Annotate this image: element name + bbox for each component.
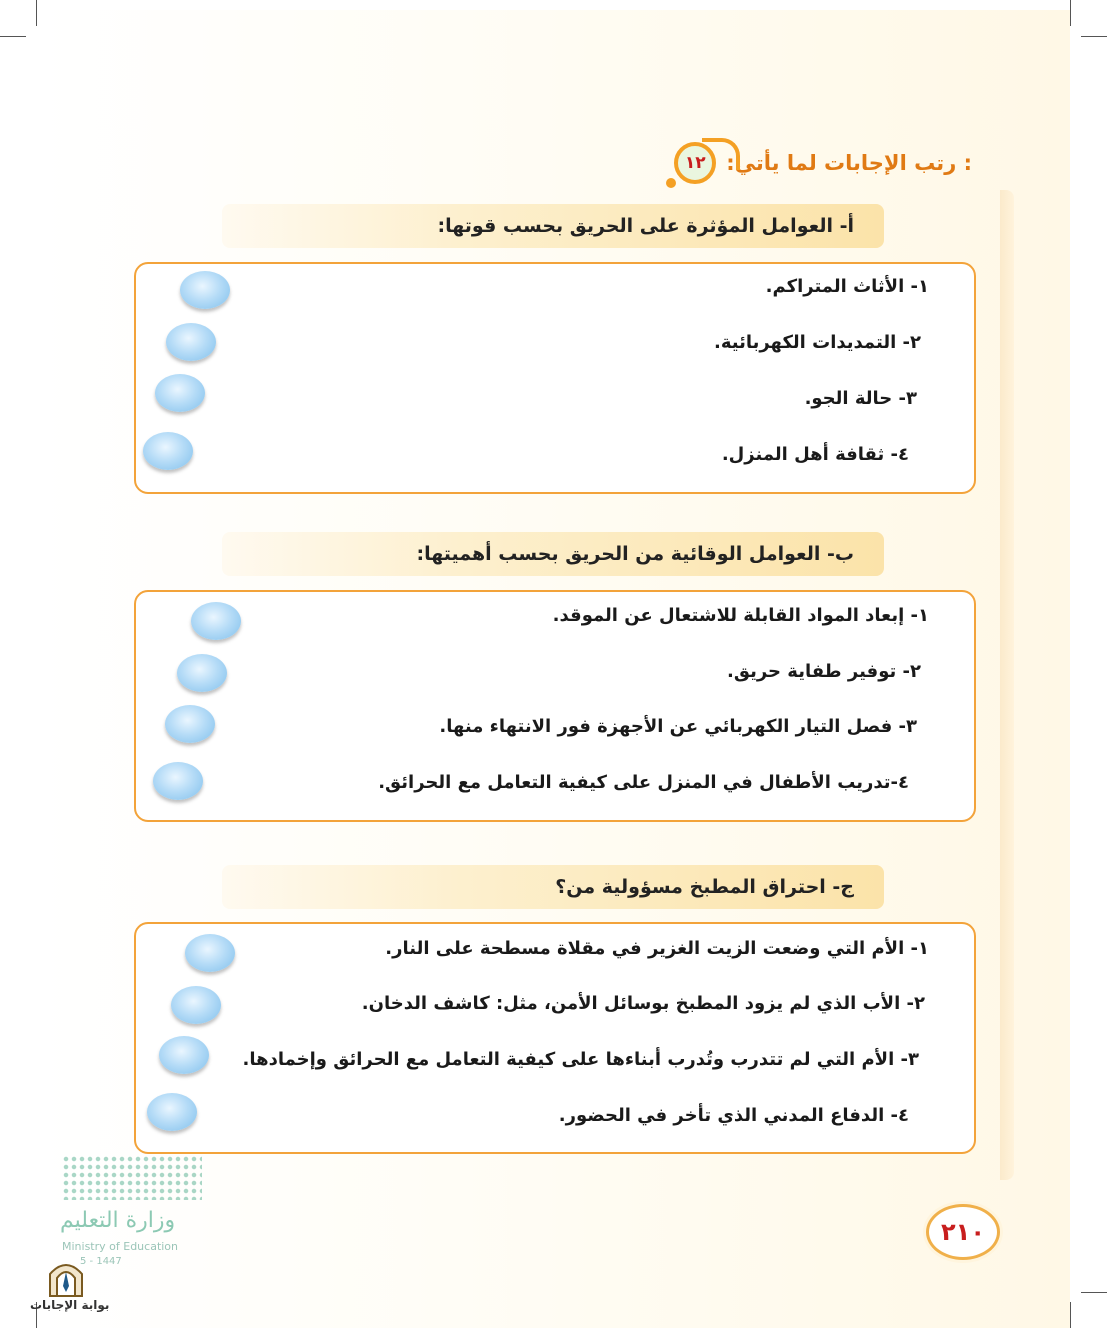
answer-oval[interactable] — [143, 432, 193, 470]
section-c-header — [222, 865, 884, 909]
answer-oval[interactable] — [166, 323, 216, 361]
section-b-item-1: ١- إبعاد المواد القابلة للاشتعال عن الموقد. — [552, 605, 929, 626]
section-b-item-4: ٤-تدريب الأطفال في المنزل على كيفية التعامل مع الحرائق. — [378, 772, 909, 793]
answer-oval[interactable] — [147, 1093, 197, 1131]
section-a-item-4: ٤- ثقافة أهل المنزل. — [721, 444, 909, 465]
question-number-badge — [674, 142, 716, 184]
ministry-year: 5 - 1447 — [80, 1256, 122, 1267]
section-c-item-4: ٤- الدفاع المدني الذي تأخر في الحضور. — [558, 1105, 909, 1126]
crop-mark — [1081, 1292, 1107, 1293]
crop-mark — [36, 0, 37, 26]
answer-oval[interactable] — [165, 705, 215, 743]
section-a-header — [222, 204, 884, 248]
gate-logo-icon — [46, 1258, 86, 1298]
answer-oval[interactable] — [171, 986, 221, 1024]
answer-oval[interactable] — [191, 602, 241, 640]
answer-oval[interactable] — [177, 654, 227, 692]
answer-oval[interactable] — [180, 271, 230, 309]
section-c-item-3: ٣- الأم التي لم تتدرب وتُدرب أبناءها على كيفية التعامل مع الحرائق وإخمادها. — [242, 1049, 919, 1070]
section-a-item-1: ١- الأثاث المتراكم. — [765, 276, 929, 297]
crop-mark — [0, 36, 26, 37]
section-b-header — [222, 532, 884, 576]
question-instruction: : رتب الإجابات لما يأتي: — [726, 151, 972, 175]
watermark-text: بوابة الإجابات — [30, 1298, 110, 1312]
crop-mark — [1081, 36, 1107, 37]
section-b-item-3: ٣- فصل التيار الكهربائي عن الأجهزة فور الانتهاء منها. — [439, 716, 917, 737]
badge-dot-icon — [666, 178, 676, 188]
ministry-name-english: Ministry of Education — [62, 1240, 179, 1253]
section-b-title: ب- العوامل الوقائية من الحريق بحسب أهميتها: — [416, 543, 854, 565]
crop-mark — [1070, 0, 1071, 26]
page-number-badge — [926, 1204, 1000, 1260]
ministry-name-arabic: وزارة التعليم — [60, 1208, 176, 1233]
question-header — [674, 138, 972, 188]
section-c-item-1: ١- الأم التي وضعت الزيت الغزير في مقلاة مسطحة على النار. — [385, 938, 929, 959]
section-c-title: ج- احتراق المطبخ مسؤولية من؟ — [555, 876, 854, 898]
badge-hook-icon — [702, 138, 740, 170]
question-number: ١٢ — [684, 153, 706, 173]
page-edge-stripe — [1000, 190, 1014, 1180]
answer-oval[interactable] — [153, 762, 203, 800]
page-number: ٢١٠ — [941, 1218, 985, 1246]
answer-oval[interactable] — [185, 934, 235, 972]
section-a-title: أ- العوامل المؤثرة على الحريق بحسب قوتها: — [437, 215, 854, 237]
section-b-item-2: ٢- توفير طفاية حريق. — [727, 661, 921, 682]
section-a-item-2: ٢- التمديدات الكهربائية. — [713, 332, 921, 353]
crop-mark — [1070, 1302, 1071, 1328]
answer-oval[interactable] — [159, 1036, 209, 1074]
section-c-item-2: ٢- الأب الذي لم يزود المطبخ بوسائل الأمن، مثل: كاشف الدخان. — [361, 993, 925, 1014]
section-a-item-3: ٣- حالة الجو. — [804, 388, 917, 409]
ministry-logo-icon — [62, 1155, 202, 1200]
answer-oval[interactable] — [155, 374, 205, 412]
